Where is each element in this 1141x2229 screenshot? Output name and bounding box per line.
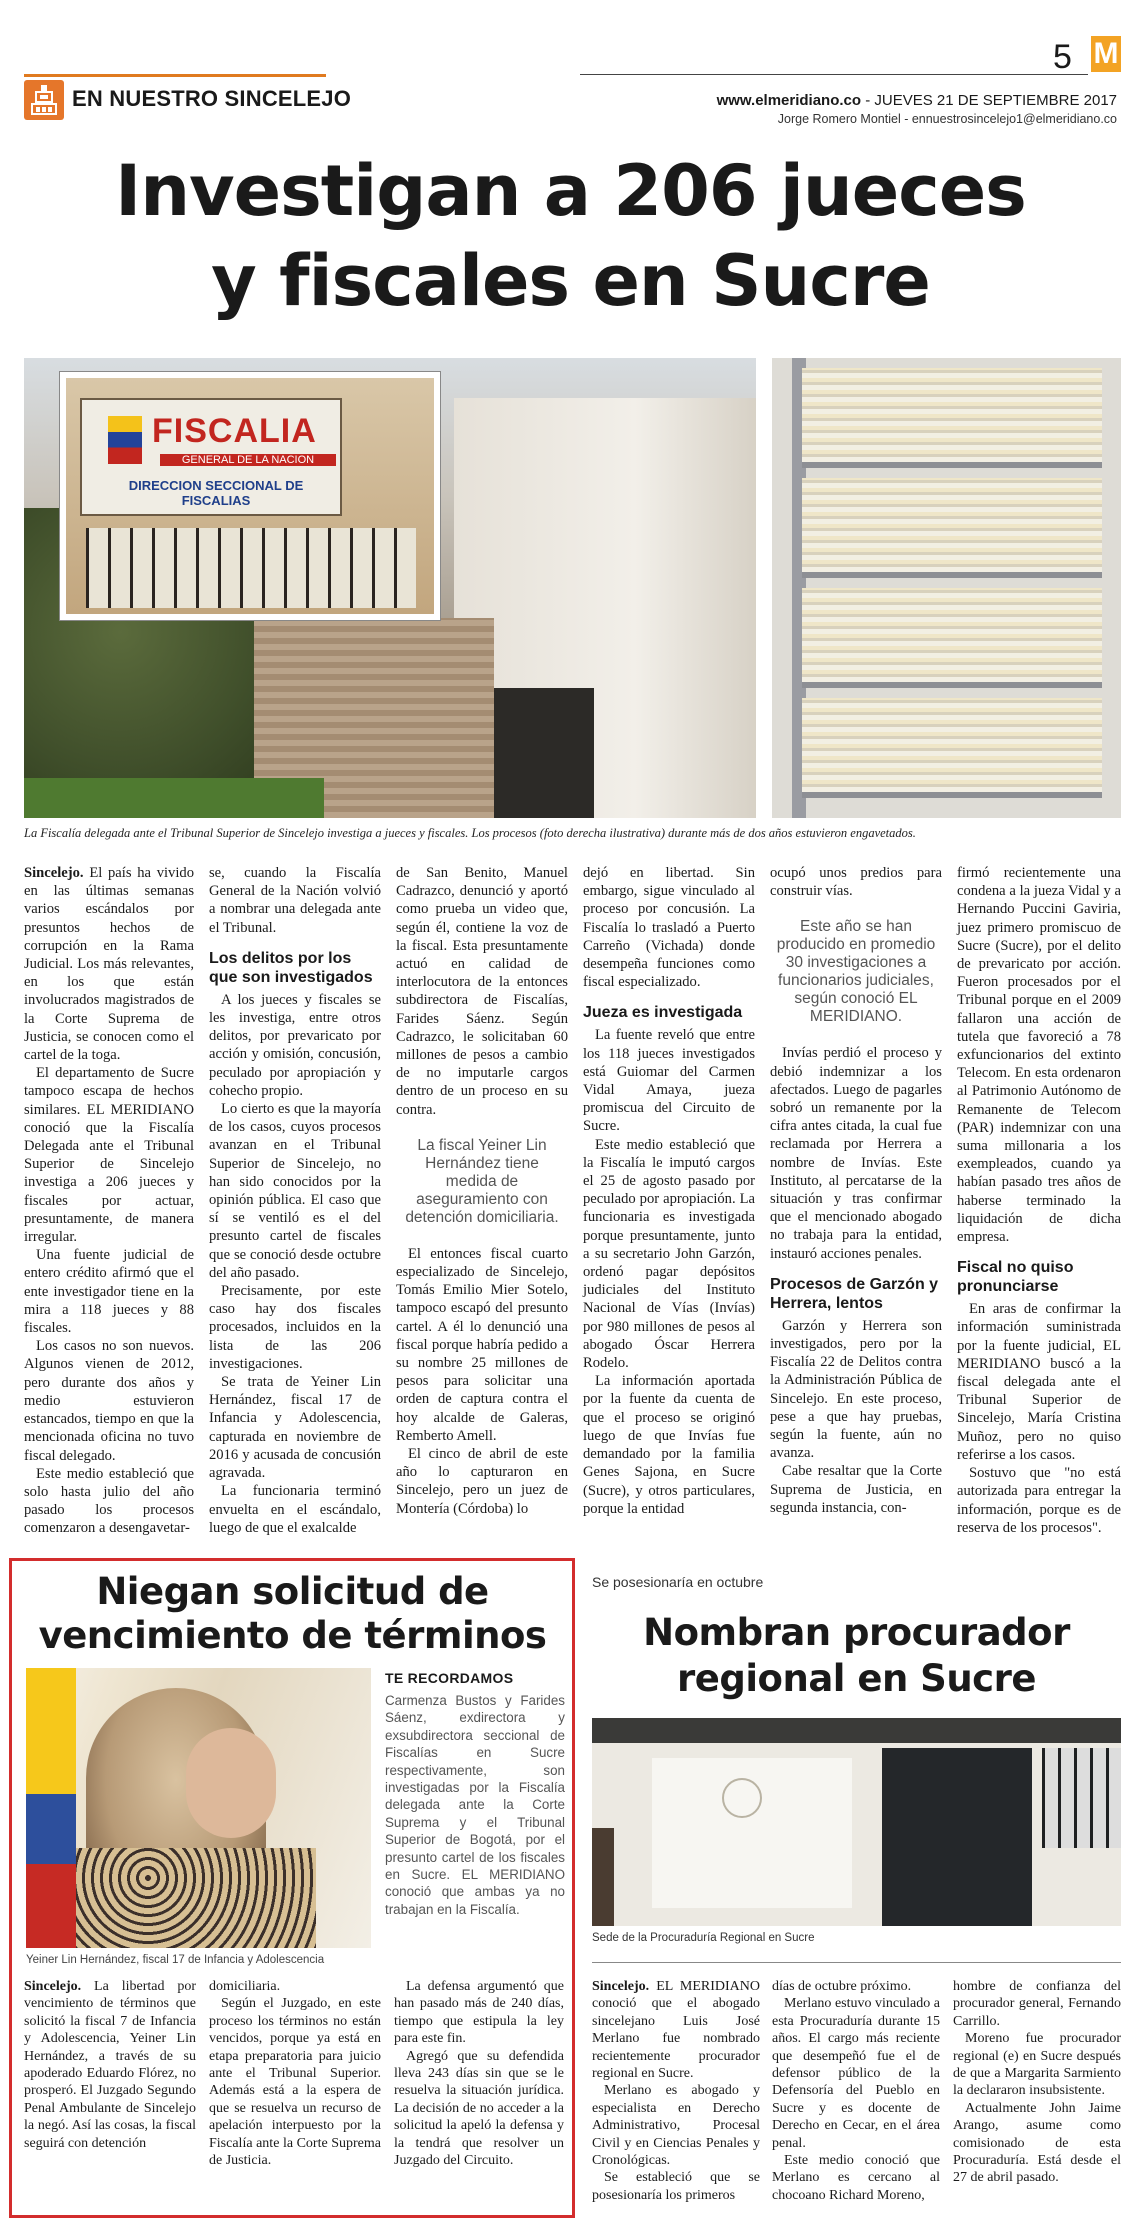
- paragraph: La fuente reveló que entre los 118 jueces investigados está Guiomar del Carmen Vidal Amaya, jueza promiscua del Circuito de Sucre.: [583, 1027, 755, 1135]
- article-kicker: Se posesionaría en octubre: [592, 1574, 764, 1590]
- article-column-5: [770, 864, 942, 1517]
- right-headline-line2: regional en Sucre: [677, 1657, 1036, 1700]
- recordamos-text: Carmenza Bustos y Farides Sáenz, exdirectora y exsubdirectora seccional de Fiscalías en Sucre respectivamente, son investigadas por la Fiscalía delegada ante la Corte Suprema y el Tribunal Superior de Bogotá, por el presunto cartel de los fiscales en Sucre. EL MERIDIANO conoció que ambas ya no trabajan en la Fiscalía.: [385, 1693, 565, 1917]
- section-label: EN NUESTRO SINCELEJO: [72, 86, 352, 111]
- subheading: Fiscal no quiso pronunciarse: [957, 1259, 1074, 1296]
- paragraph: En aras de confirmar la información suministrada por la fuente judicial, EL MERIDIANO buscó a la fiscal delegada ante el Tribunal Superior de Sincelejo, María Cristina Muñoz, pero no quiso referirse a los casos.: [957, 1301, 1121, 1463]
- article-column-2: [209, 864, 381, 1537]
- subheading: Procesos de Garzón y Herrera, lentos: [770, 1275, 939, 1312]
- article-column-6: [957, 864, 1121, 1537]
- paragraph: Actualmente John Jaime Arango, asume como comisionado de esta Procuraduría. Está desde el 27 de abril pasado.: [953, 2100, 1121, 2186]
- procuraduria-building-photo: [592, 1718, 1121, 1926]
- boxed-column-2: [209, 1978, 381, 2169]
- website-link[interactable]: www.elmeridiano.co: [716, 92, 862, 109]
- dateline: Sincelejo.: [592, 1979, 650, 1994]
- article-column-3: [396, 864, 568, 1518]
- main-photo-caption: La Fiscalía delegada ante el Tribunal Superior de Sincelejo investiga a jueces y fiscales. Los procesos (foto derecha ilustrativa) durante más de dos años estuvieron engavetados.: [24, 826, 916, 840]
- archive-shelves-photo: [772, 358, 1121, 818]
- paragraph: El cinco de abril de este año lo capturaron en Sincelejo, pero un juez de Montería (Córdoba) lo: [396, 1446, 568, 1517]
- sign-subtitle: GENERAL DE LA NACION: [160, 454, 336, 466]
- recordamos-label: TE RECORDAMOS: [385, 1670, 514, 1686]
- paragraph: Moreno fue procurador regional (e) en Sucre después de que a Margarita Sarmiento la declararon insubsistente.: [953, 2031, 1121, 2099]
- dateline: Sincelejo.: [24, 1979, 82, 1994]
- paragraph: Se estableció que se posesionaría los primeros: [592, 2170, 760, 2203]
- right-column-3: [953, 1978, 1121, 2187]
- newspaper-logo: M: [1091, 36, 1121, 72]
- paragraph: La libertad por vencimiento de términos que solicitó la fiscal 7 de Infancia y Adolescencia, Yeiner Lin Hernández, a través de su apoderado Eduardo Flórez, no prosperó. El Juzgado Segundo Penal Ambulante de Sincelejo la negó. Así las cosas, la fiscal seguirá con detención: [24, 1979, 197, 2151]
- paragraph: Invías perdió el proceso y debió indemnizar a los afectados. Luego de pagarles sobró un remanente por la cifra antes citada, la cual fue reclamada por Herrera a nombre de Invías. Este Instituto, al percatarse de la situación y tras confirmar que el mencionado abogado no trabaja para la entidad, instauró acciones penales.: [770, 1045, 942, 1262]
- right-column-1: [592, 1978, 760, 2204]
- paragraph: El departamento de Sucre tampoco escapa de hechos similares. EL MERIDIANO conoció que la Fiscalía Delegada ante el Tribunal Superior de Sincelejo investiga a 206 jueces y fiscales por actuar, presuntamente, de manera irregular.: [24, 1065, 194, 1246]
- paragraph: Los casos no son nuevos. Algunos vienen de 2012, pero durante dos años y medio estuvieron estancados, tiempo en que la mencionada oficina no tuvo fiscal delegado.: [24, 1338, 194, 1464]
- sincelejo-monument-icon: [24, 80, 64, 120]
- paragraph: días de octubre próximo.: [772, 1979, 912, 1994]
- paragraph: dejó en libertad. Sin embargo, sigue vinculado al proceso por concusión. La Fiscalía lo trasladó a Puerto Carreño (Vichada) donde desempeña funciones como fiscal especializado.: [583, 865, 755, 991]
- pull-quote: La fiscal Yeiner Lin Hernández tiene medida de aseguramiento con detención domiciliaria.: [405, 1136, 559, 1226]
- right-headline-line1: Nombran procurador: [643, 1611, 1070, 1654]
- paragraph: La funcionaria terminó envuelta en el escándalo, luego de que el exalcalde: [209, 1483, 381, 1536]
- sign-title: FISCALIA: [152, 412, 317, 450]
- main-headline: [20, 146, 1121, 326]
- issue-date: - JUEVES 21 DE SEPTIEMBRE 2017: [865, 92, 1117, 109]
- subheading: Los delitos por los que son investigados: [209, 949, 373, 986]
- paragraph: Una fuente judicial de entero crédito afirmó que el ente investigador tiene en la mira a 118 jueces y 88 fiscales.: [24, 1247, 194, 1337]
- fiscalia-logo-icon: [108, 416, 142, 464]
- paragraph: El país ha vivido en las últimas semanas varios escándalos por presuntos hechos de corrupción en la Rama Judicial. Los más relevantes, en los que están involucrados magistrados de la Corte Suprema de Justicia, se conocen como el cartel de la toga.: [24, 865, 194, 1064]
- colombian-flag: [26, 1668, 76, 1948]
- paragraph: Según el Juzgado, en este proceso los términos no están vencidos, porque ya está en etapa preparatoria para juicio ante el Tribunal Superior. Además está a la espera de que se resuelva un recurso de apelación interpuesto por la Fiscalía ante la Corte Suprema de Justicia.: [209, 1996, 381, 2169]
- paragraph: se, cuando la Fiscalía General de la Nación volvió a nombrar una delegada ante el Tribunal.: [209, 865, 381, 936]
- boxed-column-3: [394, 1978, 564, 2169]
- pull-quote: Este año se han producido en promedio 30 investigaciones a funcionarios judiciales, según conoció EL MERIDIANO.: [776, 918, 936, 1026]
- main-headline-line2: y fiscales en Sucre: [211, 240, 930, 322]
- paragraph: Precisamente, por este caso hay dos fiscales procesados, incluidos en la lista de las 206 investigaciones.: [209, 1283, 381, 1372]
- boxed-column-1: [24, 1978, 196, 2152]
- paragraph: Agregó que su defendida lleva 243 días sin que se le resuelva la situación jurídica. La decisión de no acceder a la solicitud la apeló la defensa y la tendrá que resolver un Juzgado del Circuito.: [394, 2048, 564, 2169]
- paragraph: Cabe resaltar que la Corte Suprema de Justicia, en segunda instancia, con-: [770, 1463, 942, 1516]
- dateline: Sincelejo.: [24, 865, 84, 881]
- paragraph: Lo cierto es que la mayoría de los casos, cuyos procesos avanzan en el Tribunal Superior de Sincelejo, no han sido conocidos por la opinión pública. El caso que sí se ventiló es el del presunto cartel de fiscales que se conoció desde octubre del año pasado.: [209, 1101, 381, 1281]
- paragraph: Este medio conoció que Merlano es cercano al chocoano Richard Moreno,: [772, 2153, 940, 2203]
- paragraph: Merlano estuvo vinculado a esta Procuraduría durante 15 años. El cargo más reciente que desempeñó fue el de defensor público de la Defensoría del Pueblo en Sucre y es docente de Derecho en Cecar, en el área penal.: [772, 1996, 940, 2151]
- paragraph: firmó recientemente una condena a la jueza Vidal y a Hernando Puccini Gaviria, juez primero promiscuo de Sucre (Sucre), por el delito de prevaricato por acción. Fueron procesados por el Tribunal porque en el 2009 fallaron una acción de tutela que favoreció a 78 exfuncionarios del extinto Telecom. En esta ordenaron al Patrimonio Autónomo de Remanente de Telecom (PAR) indemnizar con una suma millonaria a los exempleados, cuando ya habían pasado tres años de haberse terminado la liquidación de dicha empresa.: [957, 865, 1121, 1246]
- main-headline-line1: Investigan a 206 jueces: [115, 150, 1026, 232]
- right-column-2: [772, 1978, 940, 2204]
- right-article-headline: [592, 1610, 1121, 1702]
- header-byline: Jorge Romero Montiel - ennuestrosincelejo1@elmeridiano.co: [777, 112, 1117, 126]
- boxed-article-headline: [20, 1570, 565, 1658]
- paragraph: La información aportada por la fuente da cuenta de que el proceso se originó luego de que Invías fue demandado por la familia Genes Sajona, en Sucre (Sucre), y otros particulares, porque la entidad: [583, 1373, 755, 1517]
- paragraph: Este medio estableció que la Fiscalía le imputó cargos el 25 de agosto pasado por peculado por apropiación. La funcionaria es investigada porque presuntamente, junto a su secretario John Garzón, ordenó pagar depósitos judiciales del Instituto Nacional de Vías (Invías) por 980 millones de pesos al abogado Óscar Herrera Rodelo.: [583, 1136, 755, 1372]
- paragraph: domiciliaria.: [209, 1979, 281, 1994]
- paragraph: hombre de confianza del procurador general, Fernando Carrillo.: [953, 1979, 1121, 2029]
- paragraph: El entonces fiscal cuarto especializado de Sincelejo, Tomás Emilio Mier Sotelo, tampoco escapó del presunto cartel. A él lo denunció una fiscal porque habría pedido a su nombre 25 millones de pesos para solicitar una orden de captura contra el hoy alcalde de Galeras, Remberto Amell.: [396, 1245, 568, 1444]
- procuraduria-crest-icon: [722, 1778, 762, 1818]
- procuraduria-caption: Sede de la Procuraduría Regional en Sucre: [592, 1932, 815, 1944]
- paragraph: A los jueces y fiscales se les investiga, entre otros delitos, por prevaricato por acción y omisión, concusión, peculado por apropiación y cohecho propio.: [209, 991, 381, 1099]
- article-column-4: [583, 864, 755, 1518]
- paragraph: Sostuvo que "no está autorizada para entregar la información, porque es de reserva de los procesos".: [957, 1465, 1121, 1536]
- boxed-headline-line2: vencimiento de términos: [38, 1614, 547, 1657]
- sign-subtitle2: DIRECCION SECCIONAL DE FISCALIAS: [128, 478, 304, 508]
- paragraph: de San Benito, Manuel Cadrazco, denunció y aportó como prueba un video que, según él, contiene la voz de la fiscal. Esta presuntamente actuó en calidad de interlocutora de la entonces subdirectora de Fiscalías, Farides Sáenz. Según Cadrazco, le solicitaban 60 millones de pesos a cambio de no imputarle cargos dentro de un proceso en su contra.: [396, 865, 568, 1118]
- portrait-caption: Yeiner Lin Hernández, fiscal 17 de Infancia y Adolescencia: [26, 1954, 325, 1966]
- paragraph: ocupó unos predios para construir vías.: [770, 865, 942, 900]
- fiscal-portrait-photo: [26, 1668, 371, 1948]
- paragraph: Garzón y Herrera son investigados, pero por la Fiscalía 22 de Delitos contra la Administración Pública de Sincelejo. En este proceso, pese a que hay pruebas, según la fuente, aún no avanza.: [770, 1317, 942, 1462]
- paragraph: Merlano es abogado y especialista en Derecho Administrativo, Procesal Civil y en Ciencias Penales y Cronológicas.: [592, 2083, 760, 2169]
- header-dateline: [717, 92, 1117, 109]
- header-rule: [580, 74, 1088, 75]
- paragraph: EL MERIDIANO conoció que el abogado sincelejano Luis José Merlano fue nombrado recientemente procurador regional en Sucre.: [592, 1979, 760, 2082]
- fiscalia-sign-photo: [60, 372, 440, 620]
- paragraph: Este medio estableció que solo hasta julio del año pasado los procesos comenzaron a desengavetar-: [24, 1465, 194, 1537]
- caption-rule: [592, 1962, 1121, 1963]
- section-accent-bar: [24, 74, 326, 77]
- fiscalia-sign: [80, 398, 342, 516]
- article-column-1: [24, 864, 194, 1538]
- subheading: Jueza es investigada: [583, 1004, 743, 1022]
- page-number: 5: [1053, 38, 1072, 76]
- boxed-headline-line1: Niegan solicitud de: [96, 1570, 489, 1613]
- paragraph: La defensa argumentó que han pasado más de 240 días, tiempo que estipula la ley para este fin.: [394, 1979, 564, 2047]
- paragraph: Se trata de Yeiner Lin Hernández, fiscal 17 de Infancia y Adolescencia, capturada en noviembre de 2016 y acusada de concusión agravada.: [209, 1374, 381, 1482]
